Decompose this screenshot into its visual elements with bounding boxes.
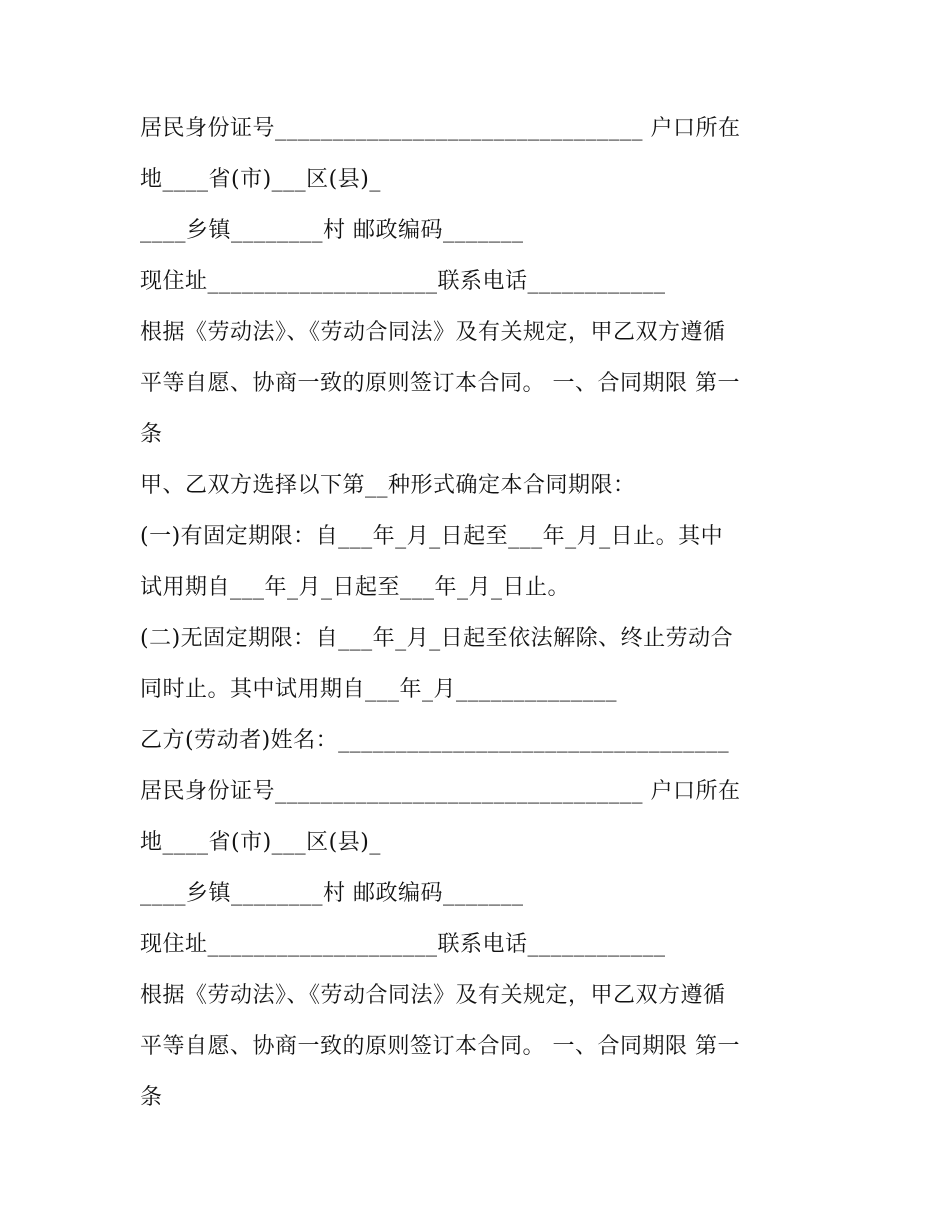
legal-basis-line-2: 根据《劳动法》、《劳动合同法》及有关规定，甲乙双方遵循 <box>140 983 726 1008</box>
article-label-line-2: 条 <box>140 1085 163 1110</box>
document-body <box>140 103 840 1123</box>
term-choice-line: 甲、乙双方选择以下第__种形式确定本合同期限： <box>140 473 636 498</box>
open-term-line: (二)无固定期限：自___年_月_日起至依法解除、终止劳动合 <box>140 626 734 651</box>
id-number-line-2: 居民身份证号________________________________ 户口所在 <box>140 779 741 804</box>
fixed-term-line: (一)有固定期限：自___年_月_日起至___年_月_日止。其中 <box>140 524 724 549</box>
article-label-line: 条 <box>140 422 163 447</box>
probation-line: 试用期自___年_月_日起至___年_月_日止。 <box>140 575 571 600</box>
legal-basis-line: 根据《劳动法》、《劳动合同法》及有关规定，甲乙双方遵循 <box>140 320 726 345</box>
party-b-name-line: 乙方(劳动者)姓名：__________________________________ <box>140 728 730 753</box>
id-number-line: 居民身份证号________________________________ 户口所在 <box>140 116 741 141</box>
principle-line: 平等自愿、协商一致的原则签订本合同。 一、合同期限 第一 <box>140 371 740 396</box>
open-term-probation-line: 同时止。其中试用期自___年_月______________ <box>140 677 618 702</box>
address-phone-line: 现住址____________________联系电话____________ <box>140 269 666 294</box>
township-postcode-line: ____乡镇________村 邮政编码_______ <box>140 218 524 243</box>
household-location-line: 地____省(市)___区(县)_ <box>140 167 381 192</box>
address-phone-line-2: 现住址____________________联系电话____________ <box>140 932 666 957</box>
township-postcode-line-2: ____乡镇________村 邮政编码_______ <box>140 881 524 906</box>
household-location-line-2: 地____省(市)___区(县)_ <box>140 830 381 855</box>
principle-line-2: 平等自愿、协商一致的原则签订本合同。 一、合同期限 第一 <box>140 1034 740 1059</box>
